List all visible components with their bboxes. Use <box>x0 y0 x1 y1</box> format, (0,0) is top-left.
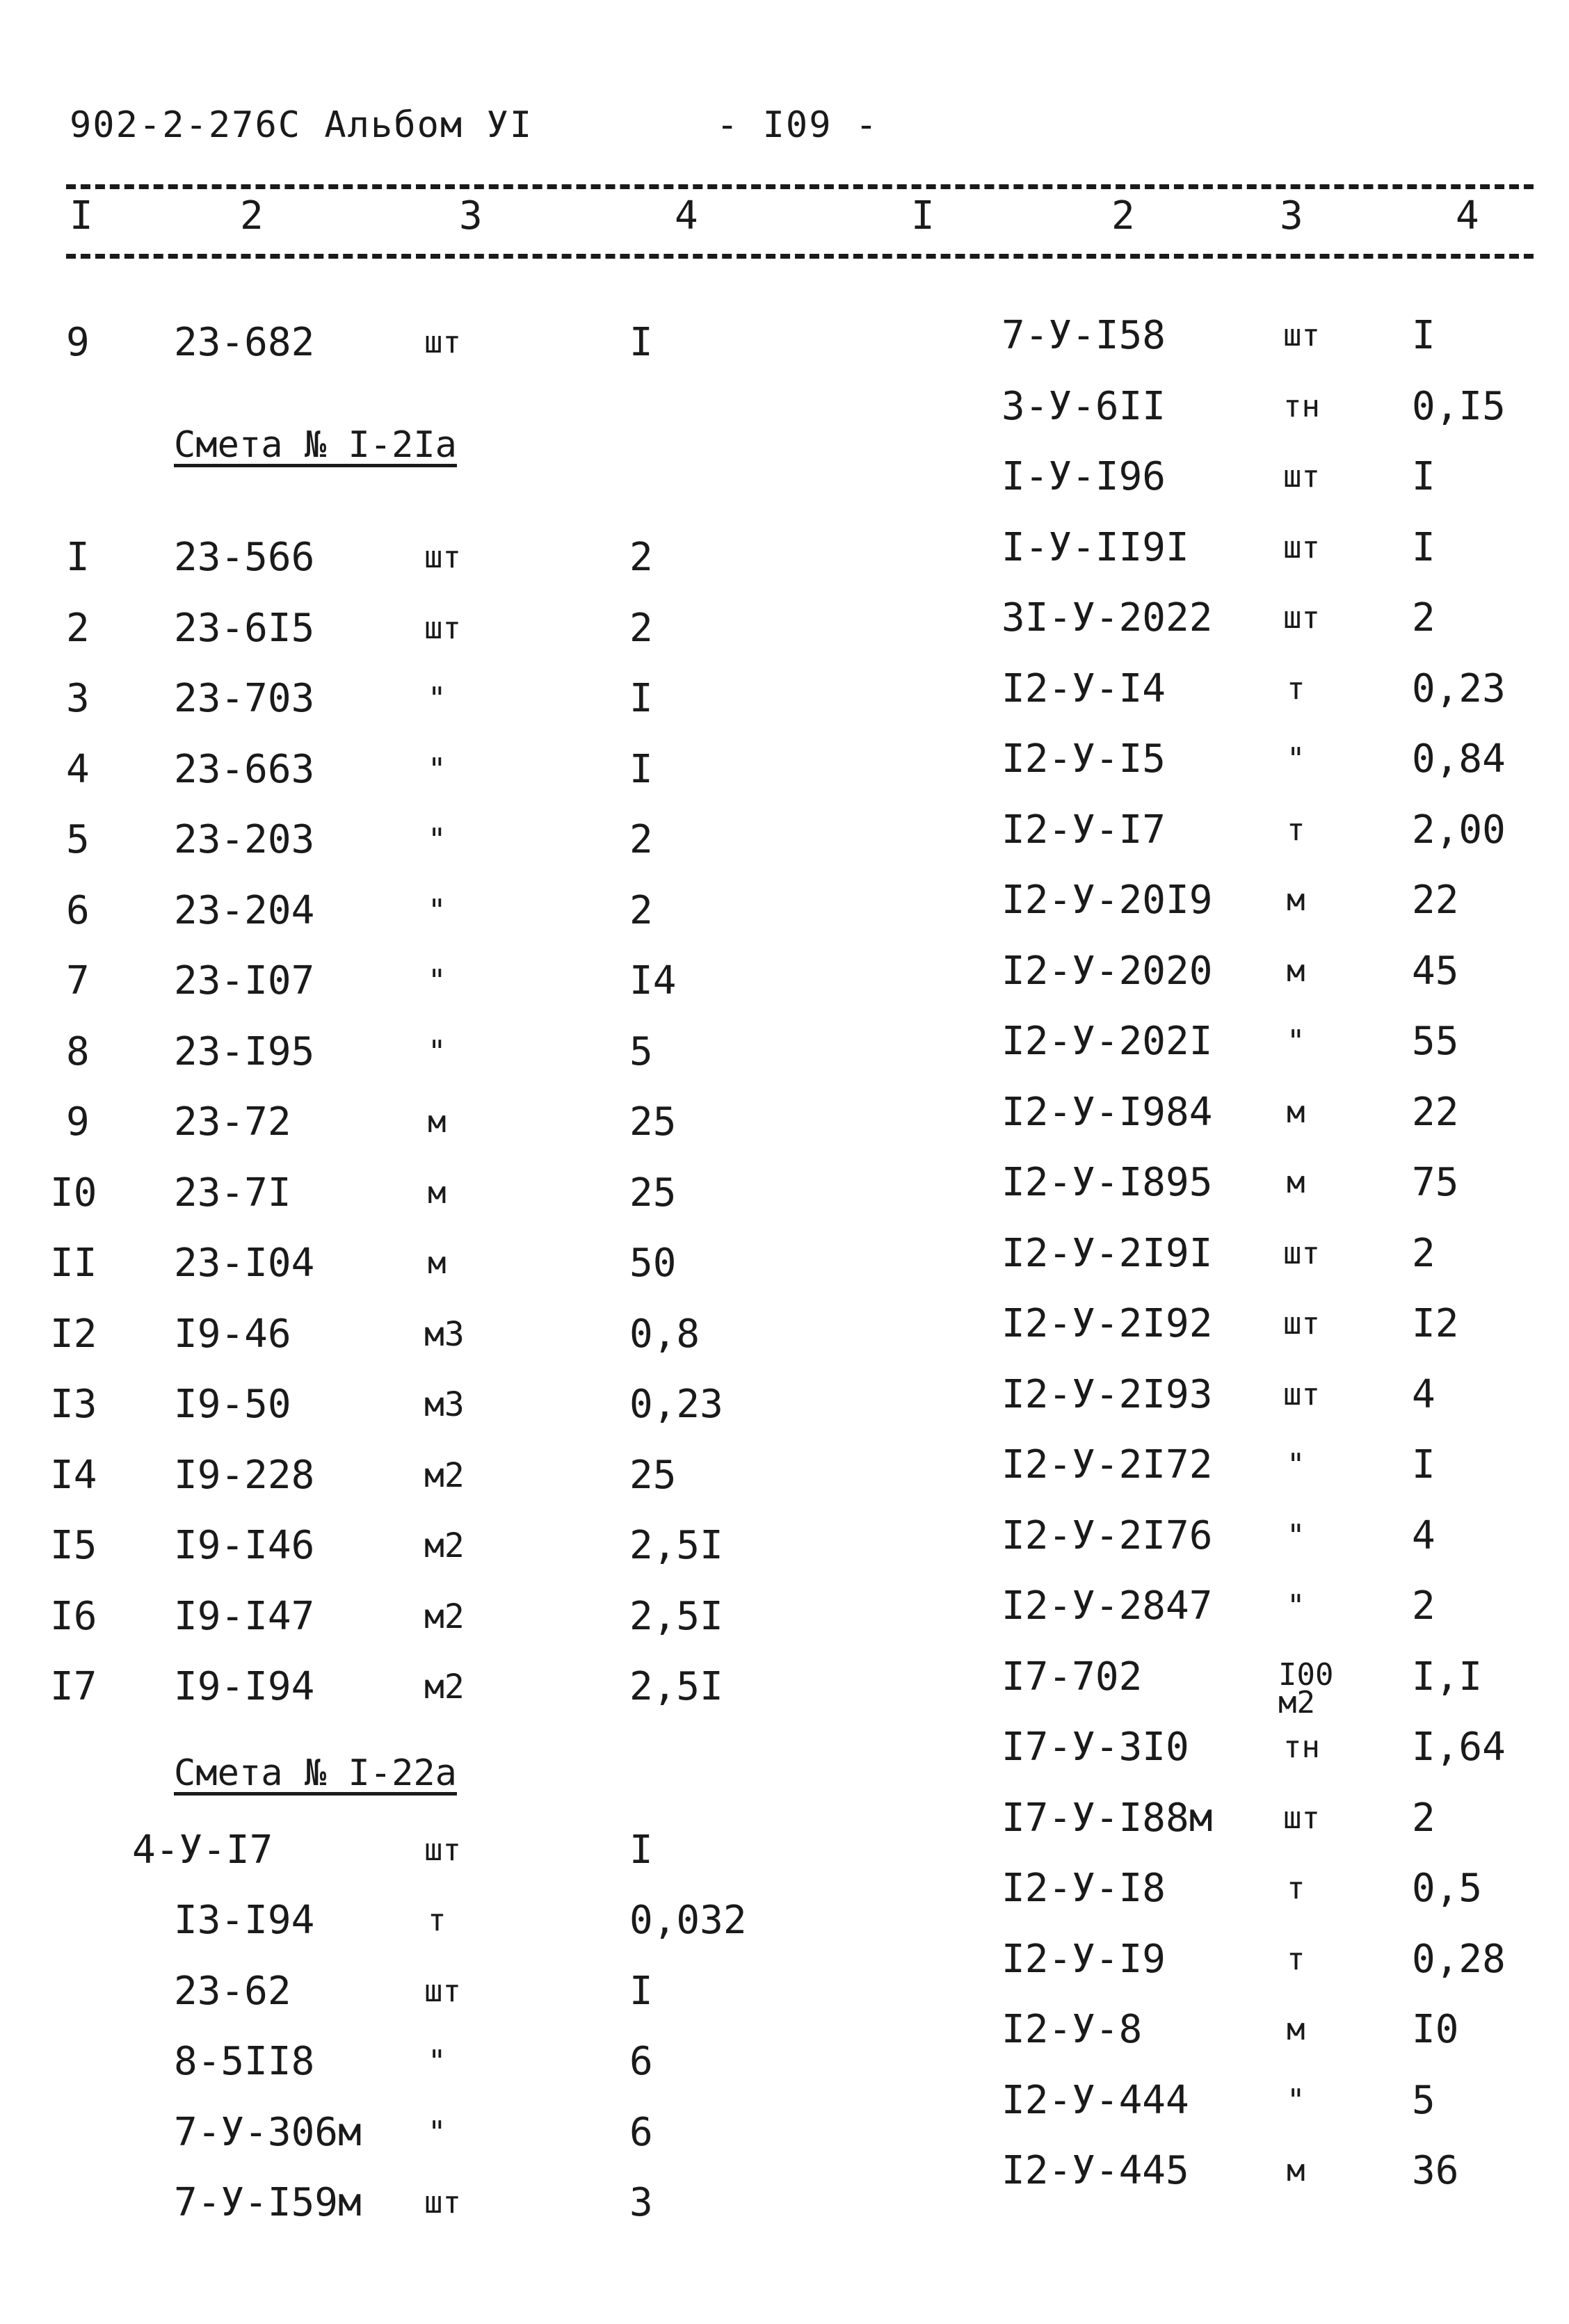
column-header-2-right: 2 <box>1111 193 1135 239</box>
table-row: 7 23-I07 " I4 <box>66 958 677 1003</box>
table-row: 3-У-6II тн 0,I5 <box>1001 384 1506 429</box>
table-row: 9 23-72 м 25 <box>66 1099 677 1145</box>
table-row: I2-У-445 м 36 <box>1001 2148 1459 2193</box>
table-row: I2-У-444 " 5 <box>1001 2078 1435 2123</box>
table-row: 23-62 шт I <box>174 1969 653 2014</box>
estimate-title: Смета № I-22а <box>174 1752 457 1794</box>
table-row: 7-У-I58 шт I <box>1001 313 1435 358</box>
table-row: I2-У-2847 " 2 <box>1001 1583 1435 1629</box>
table-row: I2-У-I7 т 2,00 <box>1001 807 1506 853</box>
table-row: I2-У-20I9 м 22 <box>1001 878 1459 923</box>
table-row: I 23-566 шт 2 <box>66 535 653 580</box>
table-row: 2 23-6I5 шт 2 <box>66 606 653 651</box>
table-row: I2-У-202I " 55 <box>1001 1019 1459 1064</box>
table-row: I7 I9-I94 м2 2,5I <box>50 1664 723 1709</box>
table-row: I6 I9-I47 м2 2,5I <box>50 1594 723 1639</box>
table-row: 3 23-703 " I <box>66 676 653 721</box>
table-row: I2-У-I8 т 0,5 <box>1001 1866 1483 1911</box>
table-row: 3I-У-2022 шт 2 <box>1001 595 1435 640</box>
table-row: I2-У-2I93 шт 4 <box>1001 1372 1435 1417</box>
page-number: - I09 - <box>716 104 879 146</box>
table-row: 5 23-203 " 2 <box>66 817 653 862</box>
table-row: I2 I9-46 м3 0,8 <box>50 1312 700 1357</box>
table-row: I2-У-2I92 шт I2 <box>1001 1301 1459 1346</box>
table-row: I2-У-I4 т 0,23 <box>1001 666 1506 711</box>
table-row: I7-702 I00 м2 I,I <box>1001 1654 1483 1720</box>
table-row: 4 23-663 " I <box>66 747 653 792</box>
column-header-1-right: I <box>911 193 935 239</box>
table-row: 8 23-I95 " 5 <box>66 1029 653 1074</box>
table-row: I7-У-I88м шт 2 <box>1001 1796 1435 1841</box>
table-row: I2-У-8 м I0 <box>1001 2007 1459 2052</box>
column-header-2-left: 2 <box>240 193 264 239</box>
table-row: 9 23-682 шт I <box>66 320 653 365</box>
table-row: I-У-I96 шт I <box>1001 454 1435 499</box>
table-row: 4-У-I7 шт I <box>132 1827 653 1873</box>
table-row: I7-У-3I0 тн I,64 <box>1001 1725 1506 1770</box>
table-row: II 23-I04 м 50 <box>50 1241 677 1286</box>
column-header-4-right: 4 <box>1456 193 1479 239</box>
document-code: 902-2-276С Альбом УI <box>70 104 533 146</box>
table-row: I3-I94 т 0,032 <box>174 1898 747 1943</box>
table-row: I4 I9-228 м2 25 <box>50 1453 677 1498</box>
column-header-1-left: I <box>70 193 93 239</box>
table-row: 7-У-I59м шт 3 <box>174 2180 653 2225</box>
table-row: 8-5II8 " 6 <box>174 2039 653 2084</box>
column-header-3-left: 3 <box>459 193 483 239</box>
table-row: I2-У-I895 м 75 <box>1001 1160 1459 1205</box>
table-row: I2-У-I9 т 0,28 <box>1001 1937 1506 1982</box>
table-row: I2-У-I5 " 0,84 <box>1001 736 1506 782</box>
table-row: I5 I9-I46 м2 2,5I <box>50 1523 723 1568</box>
table-row: I2-У-2I72 " I <box>1001 1442 1435 1487</box>
table-row: I2-У-2I76 " 4 <box>1001 1513 1435 1558</box>
table-row: I2-У-2020 м 45 <box>1001 949 1459 994</box>
column-header-4-left: 4 <box>675 193 698 239</box>
table-row: I-У-II9I шт I <box>1001 525 1435 570</box>
table-row: 6 23-204 " 2 <box>66 888 653 933</box>
table-row: 7-У-306м " 6 <box>174 2110 653 2155</box>
table-row: I0 23-7I м 25 <box>50 1170 677 1216</box>
column-header-3-right: 3 <box>1280 193 1303 239</box>
table-row: I2-У-2I9I шт 2 <box>1001 1231 1435 1276</box>
header-top-rule <box>66 184 1534 189</box>
table-row: I2-У-I984 м 22 <box>1001 1090 1459 1135</box>
header-bottom-rule <box>66 254 1534 259</box>
estimate-title: Смета № I-2Iа <box>174 424 457 466</box>
table-row: I3 I9-50 м3 0,23 <box>50 1382 723 1427</box>
